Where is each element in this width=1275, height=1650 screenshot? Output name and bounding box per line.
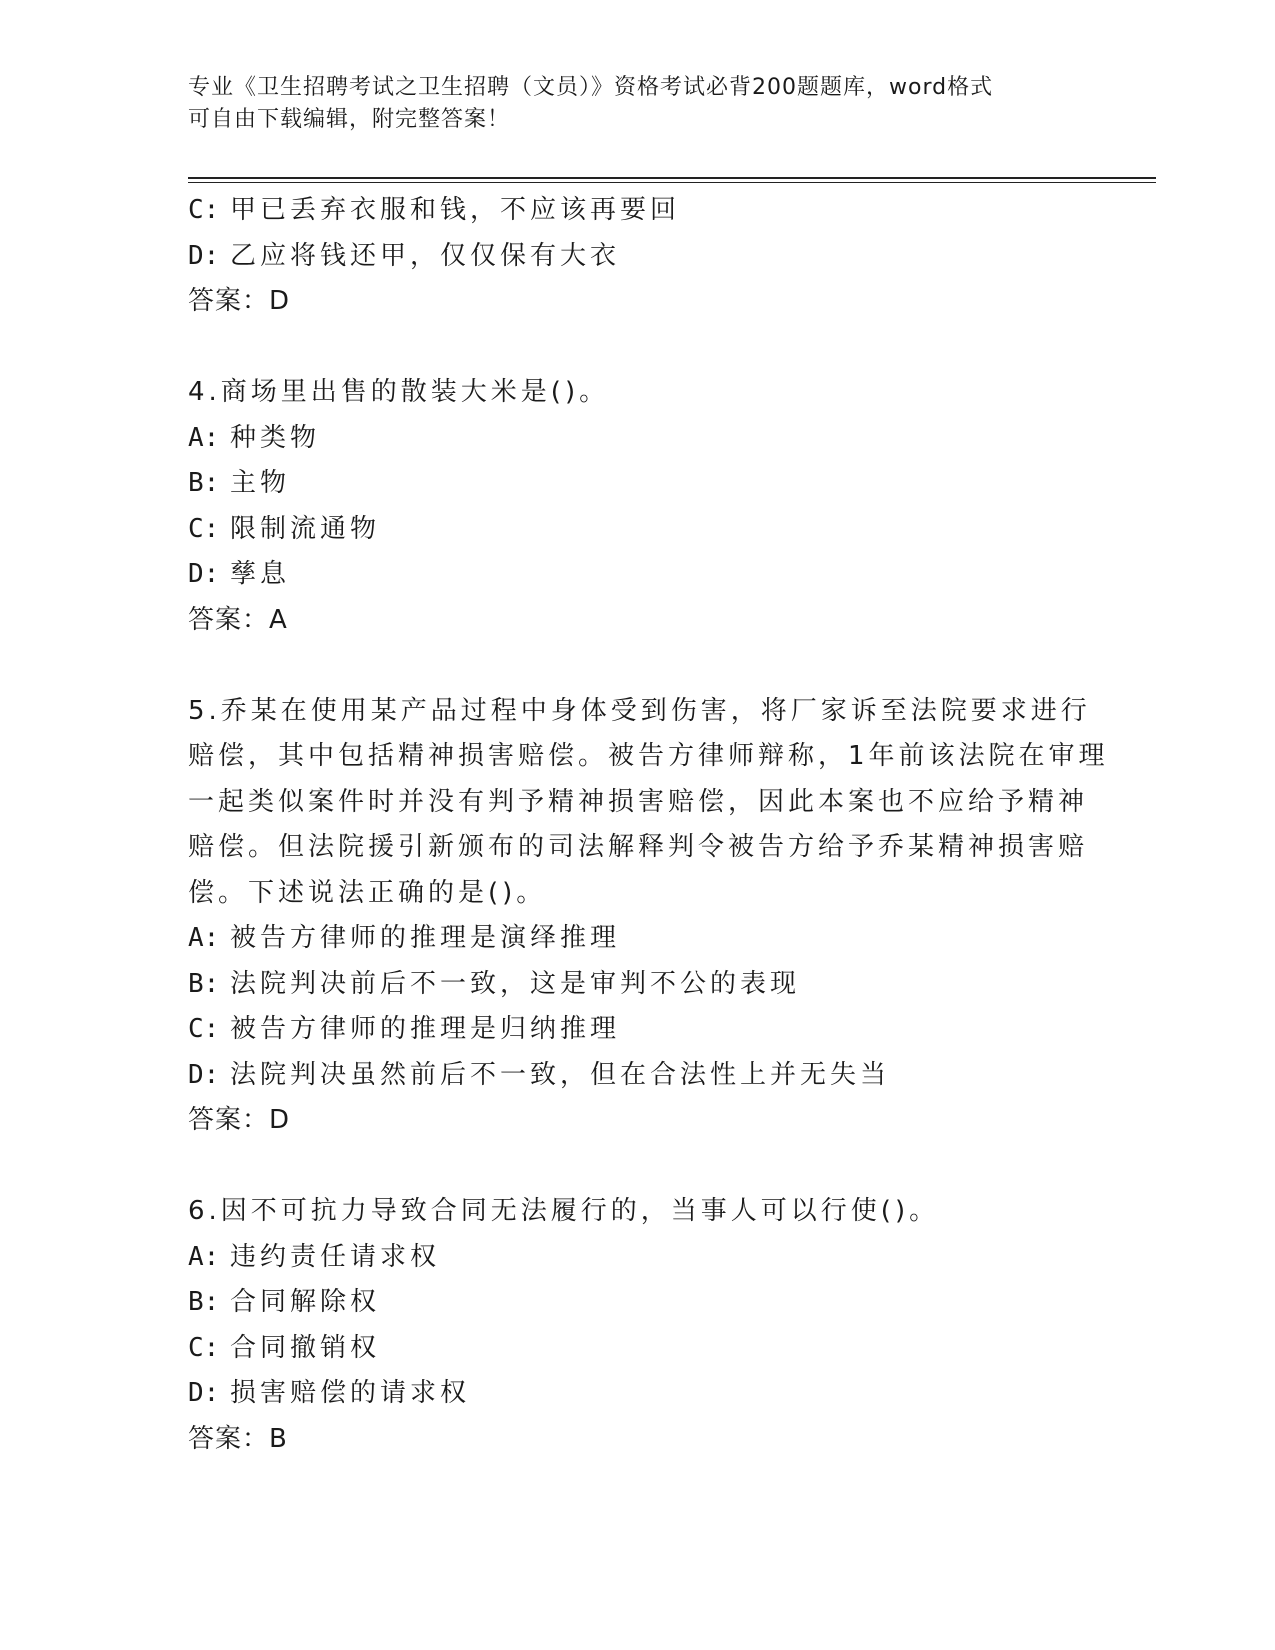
option-text: 限制流通物 xyxy=(230,513,381,544)
question-stem-line-2: 赔偿，其中包括精神损害赔偿。被告方律师辩称，1年前该法院在审理 xyxy=(188,741,1109,771)
option-key: C: xyxy=(188,513,220,544)
option-text: 乙应将钱还甲，仅仅保有大衣 xyxy=(230,240,621,271)
answer-line: 答案：D xyxy=(188,1105,291,1135)
option-key: A: xyxy=(188,422,220,453)
option-key: A: xyxy=(188,923,220,953)
option-text: 被告方律师的推理是演绎推理 xyxy=(230,923,621,953)
header-title-line-2: 可自由下载编辑，附完整答案！ xyxy=(188,107,511,132)
answer-line: 答案：D xyxy=(188,286,291,316)
question-list xyxy=(188,188,1109,1462)
option-key: C: xyxy=(188,1014,220,1044)
question-stem-line-1: 5.乔某在使用某产品过程中身体受到伤害，将厂家诉至法院要求进行 xyxy=(188,695,1091,726)
header-divider-thin xyxy=(188,182,1156,183)
option-key: D: xyxy=(188,559,220,589)
option-key: D: xyxy=(188,1378,220,1408)
option-text: 被告方律师的推理是归纳推理 xyxy=(230,1014,621,1044)
option-key: B: xyxy=(188,468,220,498)
question-stem: 4.商场里出售的散装大米是()。 xyxy=(188,377,610,407)
option-d xyxy=(188,234,1088,280)
option-c xyxy=(188,188,1088,234)
question-5 xyxy=(188,689,1109,1144)
option-a xyxy=(188,916,1088,962)
option-key: C: xyxy=(188,1332,220,1363)
option-a xyxy=(188,1235,1088,1281)
question-3 xyxy=(188,188,1088,325)
header-divider-thick xyxy=(188,177,1156,179)
question-stem-line-4: 赔偿。但法院援引新颁布的司法解释判令被告方给予乔某精神损害赔 xyxy=(188,832,1089,862)
option-d xyxy=(188,1053,1088,1099)
question-4 xyxy=(188,370,1088,643)
header-title-line-1: 专业《卫生招聘考试之卫生招聘（文员）》资格考试必背200题题库，word格式 xyxy=(188,75,994,100)
document-header xyxy=(188,72,1068,136)
option-key: D: xyxy=(188,1059,220,1090)
option-key: A: xyxy=(188,1241,220,1272)
option-text: 法院判决前后不一致，这是审判不公的表现 xyxy=(230,968,801,999)
option-key: D: xyxy=(188,240,220,271)
option-text: 合同解除权 xyxy=(230,1287,381,1317)
option-text: 合同撤销权 xyxy=(230,1332,381,1363)
question-stem-line-3: 一起类似案件时并没有判予精神损害赔偿，因此本案也不应给予精神 xyxy=(188,786,1089,817)
question-stem-line-5: 偿。下述说法正确的是()。 xyxy=(188,877,547,908)
option-d xyxy=(188,1371,1088,1417)
answer-line: 答案：B xyxy=(188,1423,288,1454)
answer-line: 答案：A xyxy=(188,604,288,635)
option-c xyxy=(188,1326,1088,1372)
option-key: B: xyxy=(188,1287,220,1317)
option-text: 损害赔偿的请求权 xyxy=(230,1378,471,1408)
spacer xyxy=(188,643,1088,689)
option-c xyxy=(188,507,1088,553)
option-d xyxy=(188,552,1088,598)
spacer xyxy=(188,325,1088,371)
option-a xyxy=(188,416,1088,462)
spacer xyxy=(188,1144,1088,1190)
option-b xyxy=(188,461,1088,507)
option-text: 违约责任请求权 xyxy=(230,1241,441,1272)
option-text: 甲已丢弃衣服和钱，不应该再要回 xyxy=(230,195,681,225)
option-text: 孳息 xyxy=(230,559,291,589)
question-stem: 6.因不可抗力导致合同无法履行的，当事人可以行使()。 xyxy=(188,1196,940,1226)
option-b xyxy=(188,962,1088,1008)
option-text: 种类物 xyxy=(230,422,321,453)
question-6 xyxy=(188,1189,1088,1462)
option-key: C: xyxy=(188,195,220,225)
option-text: 法院判决虽然前后不一致，但在合法性上并无失当 xyxy=(230,1059,891,1090)
option-text: 主物 xyxy=(230,468,291,498)
option-key: B: xyxy=(188,968,220,999)
option-b xyxy=(188,1280,1088,1326)
option-c xyxy=(188,1007,1088,1053)
